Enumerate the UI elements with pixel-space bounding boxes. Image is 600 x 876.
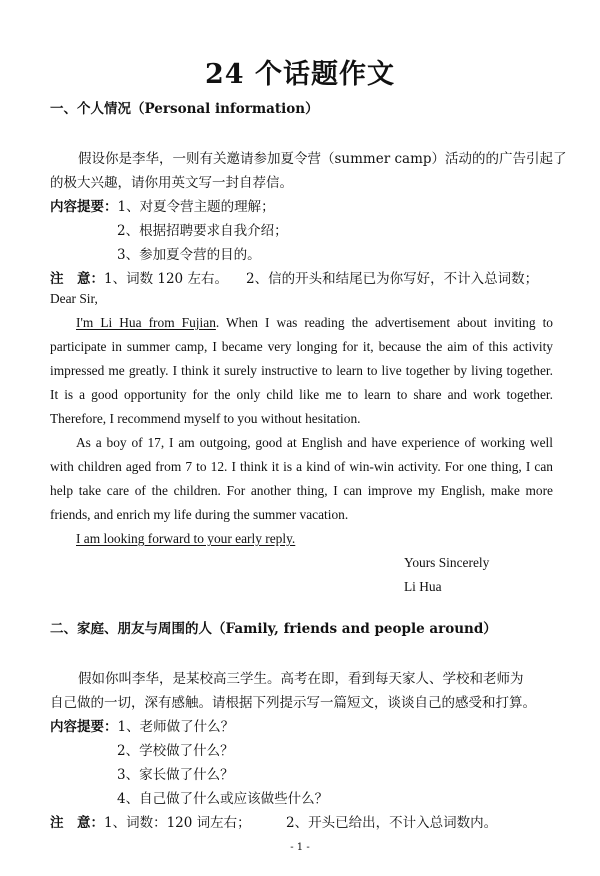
note-item: 2、信的开头和结尾已为你写好，不计入总词数； [246,271,539,287]
letter-p1-line1: I'm Li Hua from Fujian. When I was reading the advertisement about inviting to [76,315,554,330]
section2-notes [50,811,251,831]
letter-p2-line4: friends, and enrich my life during the summer vacation. [50,507,349,522]
letter-signature: Li Hua [404,579,442,594]
letter-salutation: Dear Sir, [50,291,98,306]
tips-label: 内容提要： [50,719,118,735]
tip-item: 1、老师做了什么？ [117,719,235,735]
section2-tips [50,715,234,735]
section2-prompt-line1: 假如你叫李华，是某校高三学生。高考在即，看到每天家人、学校和老师为 [78,671,524,687]
letter-closing-line: I am looking forward to your early reply. [76,531,296,546]
tip-item: 2、学校做了什么？ [117,743,234,759]
section2-heading: 二、家庭、朋友与周围的人（Family, friends and people around） [50,621,497,637]
note-item: 2、开头已给出，不计入总词数内。 [286,815,498,831]
letter-p1-line2: participate in summer camp, I became very longing for it, because the aim of this activity [50,339,553,354]
letter-p1-line4: It is a good opportunity for the only child like me to learn to share and work together. [50,387,553,402]
letter-p1-line5: Therefore, I recommend myself to you without hesitation. [50,411,361,426]
page-number: - 1 - [290,842,310,853]
section1-notes [50,267,228,287]
section1-heading: 一、个人情况（Personal information） [50,101,319,117]
tip-item: 4、自己做了什么或应该做些什么？ [117,791,329,807]
letter-p2-line1: As a boy of 17, I am outgoing, good at English and have experience of working well [76,435,553,450]
page-title: 24 个话题作文 [205,59,395,90]
underlined-phrase: I'm Li Hua from Fujian [76,315,216,330]
section1-prompt-line1: 假设你是李华，一则有关邀请参加夏令营（summer camp）活动的的广告引起了 [78,151,567,167]
section2-prompt-line2: 自己做的一切，深有感触。请根据下列提示写一篇短文，谈谈自己的感受和打算。 [50,695,536,711]
letter-p1-line3: impressed me greatly. I think it surely instructive to learn to live together by living together. [50,363,553,378]
tip-item: 3、家长做了什么？ [117,767,234,783]
section1-prompt-line2: 的极大兴趣，请你用英文写一封自荐信。 [50,175,293,191]
tip-item: 3、参加夏令营的目的。 [117,247,261,263]
tip-item: 1、对夏令营主题的理解； [117,199,275,215]
letter-sign-off: Yours Sincerely [404,555,490,570]
letter-p2-line3: help take care of the children. For another thing, I can improve my English, make more [50,483,553,498]
section1-tips [50,195,275,215]
note-item: 1、词数 120 左右。 [104,271,228,287]
notes-label: 注 意： [50,271,104,287]
tip-item: 2、根据招聘要求自我介绍； [117,223,288,239]
tips-label: 内容提要： [50,199,118,215]
note-item: 1、词数：120 词左右； [104,815,251,831]
notes-label: 注 意： [50,815,104,831]
letter-p2-line2: with children aged from 7 to 12. I think it is a kind of win-win activity. For one thing, I can [50,459,553,474]
